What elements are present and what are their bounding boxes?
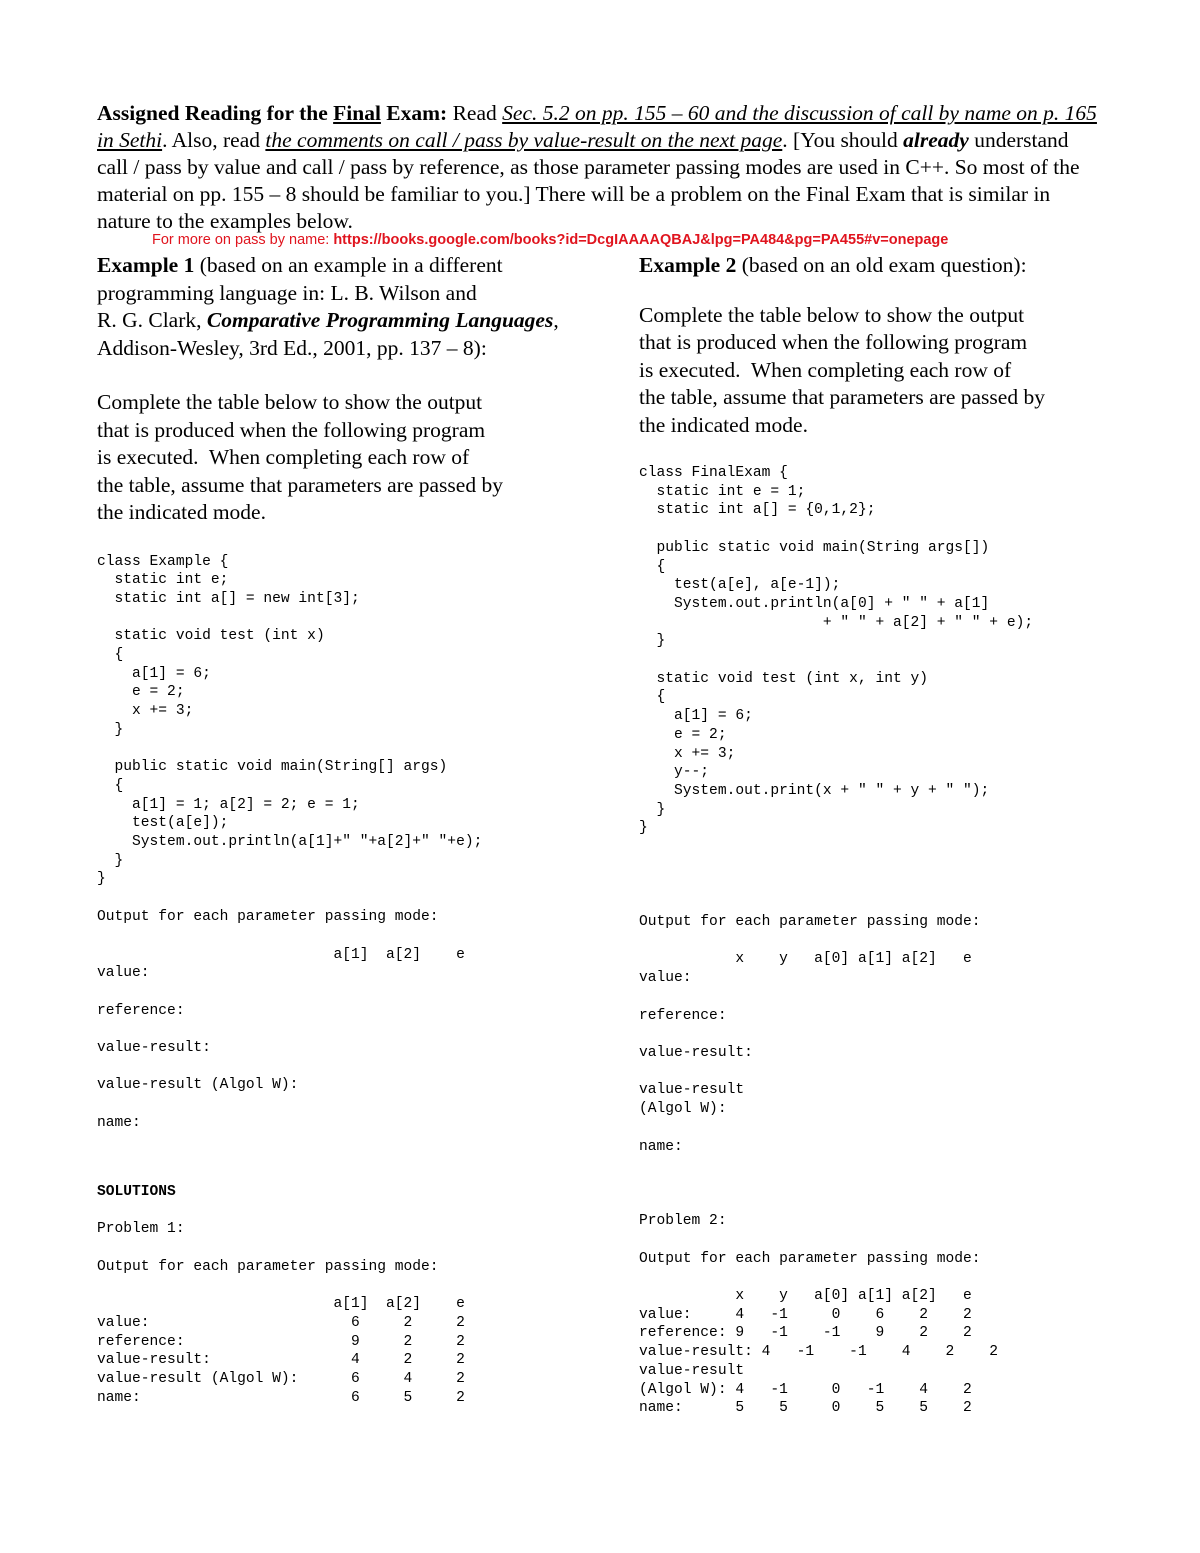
example-2-output-table: Output for each parameter passing mode: x y a[0] a[1] a[2] e value: reference: value-result: value-result (Algol W): name: bbox=[639, 914, 981, 1155]
example-2-instructions: Complete the table below to show the output that is produced when the following program is executed. When completing each row of the table, assume that parameters are passed by the indicated mode. bbox=[639, 302, 1045, 437]
note-link[interactable]: https://books.google.com/books?id=DcgIAAAAQBAJ&lpg=PA484&pg=PA455#v=onepage bbox=[333, 232, 949, 248]
example-2-title: Example 2 bbox=[639, 253, 737, 277]
heading-text: Assigned Reading for the bbox=[97, 101, 334, 125]
note-prefix: For more on pass by name: bbox=[152, 232, 334, 248]
example-2-description bbox=[639, 252, 1119, 280]
example-1-code: class Example { static int e; static int a[] = new int[3]; static void test (int x) { a[1] = 6; e = 2; x += 3; } public static void main(String[] args) { a[1] = 1; a[2] = 2; e = 1; test(a[e]); System.out.println(a[1]+" "+a[2]+" "+e); } } bbox=[97, 553, 483, 888]
example-2-desc: (based on an old exam question): bbox=[736, 253, 1027, 277]
solutions-heading: SOLUTIONS bbox=[97, 1183, 176, 1200]
example-1-desc-b: , Addison-Wesley, 3rd Ed., 2001, pp. 137 – 8): bbox=[97, 308, 559, 360]
example-1-desc-a: (based on an example in a different programming language in: L. B. Wilson and R. G. Clark, bbox=[97, 253, 503, 332]
example-2-column bbox=[639, 252, 1119, 1418]
heading-exam: Exam: bbox=[380, 101, 448, 125]
problem-1-solution: Problem 1: Output for each parameter passing mode: a[1] a[2] e value: 6 2 2 reference: 9 2 2 value-result: 4 2 2 value-result (Algol W): 6 4 2 name: 6 5 2 bbox=[97, 1221, 465, 1406]
already-emphasis: already bbox=[903, 128, 969, 152]
example-1-column bbox=[97, 252, 617, 1407]
example-2-code: class FinalExam { static int e = 1; static int a[] = {0,1,2}; public static void main(String args[]) { test(a[e], a[e-1]); System.out.println(a[0] + " " + a[1] + " " + a[2] + " " + e); } static void test (int x, int y) { a[1] = 6; e = 2; x += 3; y--; System.out.print(x + " " + y + " "); } } bbox=[639, 465, 1034, 837]
example-1-title: Example 1 bbox=[97, 253, 195, 277]
intro-rest: understand call / pass by value and call / pass by reference, as those parameter passing modes are used in C++. So most of the material on pp. 155 – 8 should be familiar to you.] There will be a problem on the Final Exam that is similar in nature to the examples below. bbox=[97, 128, 1080, 233]
reading-reference-next-page: the comments on call / pass by value-result on the next page bbox=[265, 128, 783, 152]
example-1-book-title: Comparative Programming Languages bbox=[206, 308, 554, 332]
example-1-instructions: Complete the table below to show the output that is produced when the following program is executed. When completing each row of the table, assume that parameters are passed by the indicated mode. bbox=[97, 390, 503, 524]
also-text: . Also, read bbox=[162, 128, 266, 152]
reading-assignment bbox=[97, 100, 1102, 235]
bracket-text: . [You should bbox=[782, 128, 904, 152]
example-1-output-table: Output for each parameter passing mode: a[1] a[2] e value: reference: value-result: value-result (Algol W): name: bbox=[97, 909, 465, 1131]
pass-by-name-note bbox=[152, 232, 948, 248]
heading-final: Final bbox=[333, 101, 381, 125]
read-text: Read bbox=[447, 101, 503, 125]
problem-2-solution: Problem 2: Output for each parameter passing mode: x y a[0] a[1] a[2] e value: 4 -1 0 6 2 2 reference: 9 -1 -1 9 2 2 value-result: 4 -1 -1 4 2 2 value-result (Algol W): 4 -1 0 -1 4 2 name: 5 5 0 5 5 2 bbox=[639, 1213, 999, 1417]
example-1-description bbox=[97, 252, 617, 362]
reading-reference-sethi: Sec. 5.2 on pp. 155 – 60 and the discussion of call by name on p. 165 in Sethi bbox=[97, 101, 1097, 152]
